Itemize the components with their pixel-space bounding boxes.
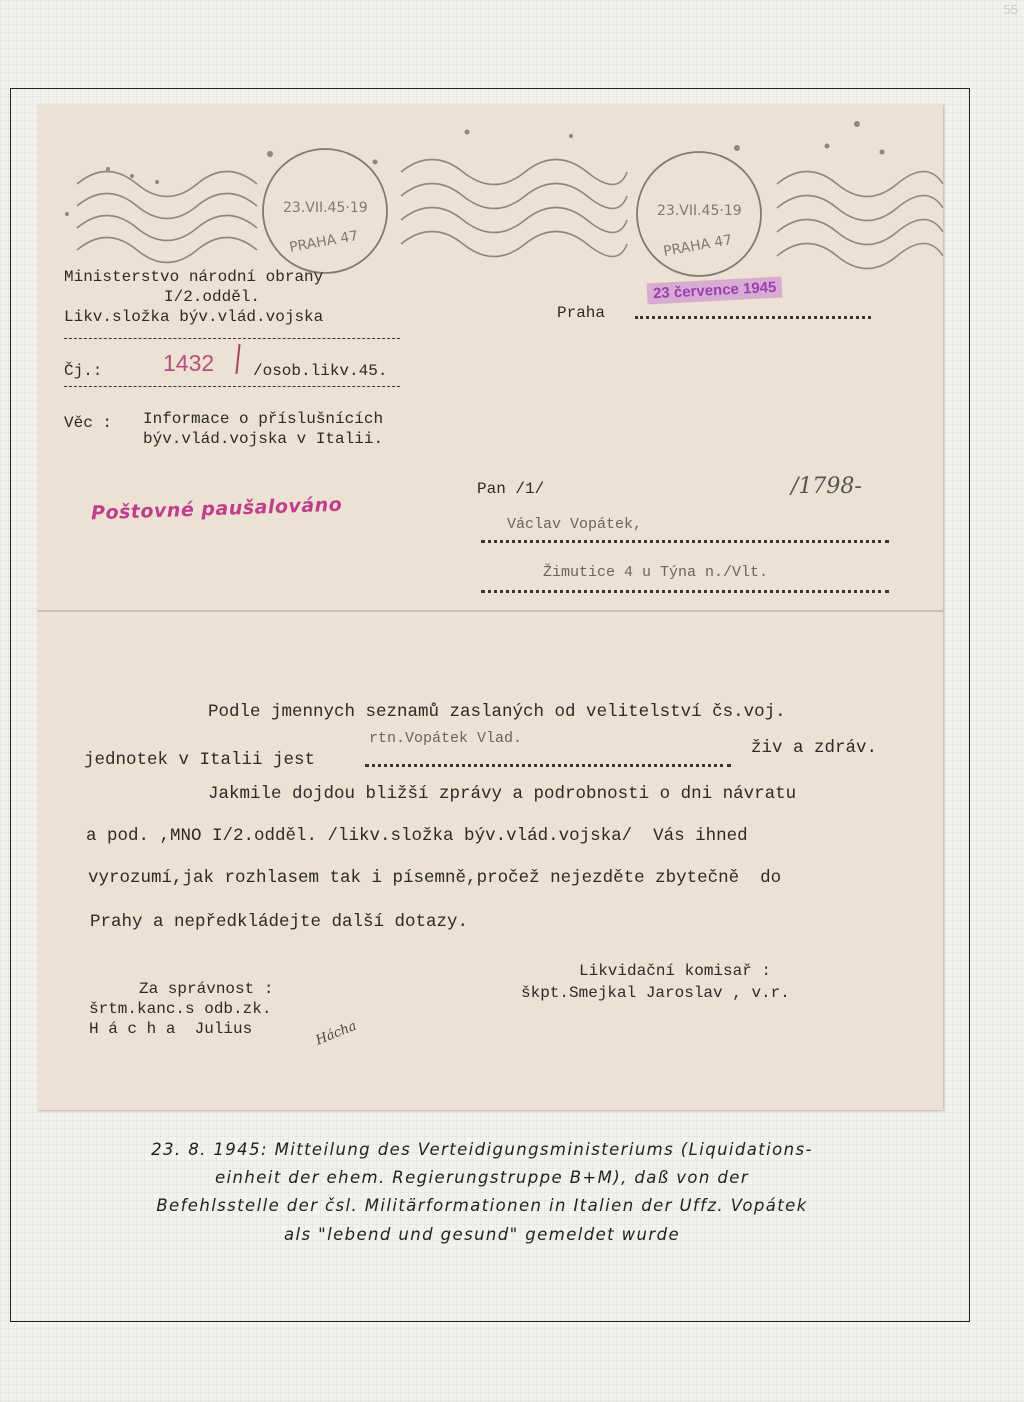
paper-fold [37, 610, 943, 612]
signature-right-title: Likvidační komisař : [579, 962, 772, 980]
postmark-date-left: 23.VII.45·19 [283, 200, 368, 216]
postmark-city-right: PRAHA 47 [662, 232, 734, 260]
body-line-6: Prahy a nepředkládejte další dotazy. [90, 912, 469, 932]
caption-line-3: Befehlsstelle der čsl. Militärformationen in Italien der Uffz. Vopátek [156, 1196, 808, 1215]
caption-line-4: als "lebend und gesund" gemeldet wurde [283, 1225, 681, 1244]
postage-paid-stamp: Poštovné paušalováno [90, 493, 343, 525]
reference-number: 1432 [163, 350, 215, 376]
separator-line [64, 386, 400, 387]
page-corner-number: 55 [1003, 2, 1018, 17]
subject-line-1: Informace o příslušnících [143, 410, 384, 428]
handwritten-signature: Hácha [313, 1018, 359, 1049]
date-dotted-line [635, 316, 871, 319]
body-line-1: Podle jmennych seznamů zaslaných od velitelství čs.voj. [208, 702, 786, 722]
signature-left-rank: šrtm.kanc.s odb.zk. [89, 1000, 272, 1018]
body-line-2-end: živ a zdráv. [751, 738, 878, 758]
place-label: Praha [557, 304, 606, 322]
soldier-name: rtn.Vopátek Vlad. [369, 730, 523, 747]
body-line-5: vyrozumí,jak rozhlasem tak i písemně,pročež nejezděte zbytečně do [88, 868, 782, 888]
reference-suffix: /osob.likv.45. [253, 362, 388, 380]
body-line-4: a pod. ,MNO I/2.odděl. /likv.složka býv.vlád.vojska/ Vás ihned [86, 826, 748, 846]
recipient-label: Pan /1/ [477, 480, 545, 498]
recipient-address: Žimutice 4 u Týna n./Vlt. [543, 564, 769, 581]
subject-label: Věc : [64, 414, 113, 432]
sender-ministry: Ministerstvo národní obrany [64, 268, 324, 286]
reference-label: Čj.: [64, 362, 103, 380]
postmark-city-left: PRAHA 47 [288, 228, 360, 256]
letter-document [37, 104, 943, 1110]
subject-line-2: býv.vlád.vojska v Italii. [143, 430, 384, 448]
caption-line-1: 23. 8. 1945: Mitteilung des Verteidigungsministeriums (Liquidations- [151, 1140, 813, 1159]
body-line-2-start: jednotek v Italii jest [84, 750, 316, 770]
signature-right-name: škpt.Smejkal Jaroslav , v.r. [521, 984, 790, 1002]
caption-line-2: einheit der ehem. Regierungstruppe B+M), daß von der [214, 1168, 750, 1187]
signature-left-name: H á c h a Julius [89, 1020, 253, 1038]
separator-line [64, 338, 400, 339]
address-dotted-line [481, 590, 889, 593]
recipient-dotted-line [481, 540, 889, 543]
body-line-3: Jakmile dojdou bližší zprávy a podrobnosti o dni návratu [208, 784, 797, 804]
body-dotted-line [365, 764, 731, 767]
signature-left-title: Za správnost : [139, 980, 274, 998]
sender-unit: Likv.složka býv.vlád.vojska [64, 308, 324, 326]
sender-department: I/2.odděl. [164, 288, 261, 306]
recipient-name: Václav Vopátek, [507, 516, 643, 533]
date-stamp: 23 července 1945 [647, 276, 783, 304]
handwritten-number: /1798- [791, 474, 862, 499]
reference-mark [235, 344, 240, 374]
postmark-date-right: 23.VII.45·19 [657, 203, 742, 219]
